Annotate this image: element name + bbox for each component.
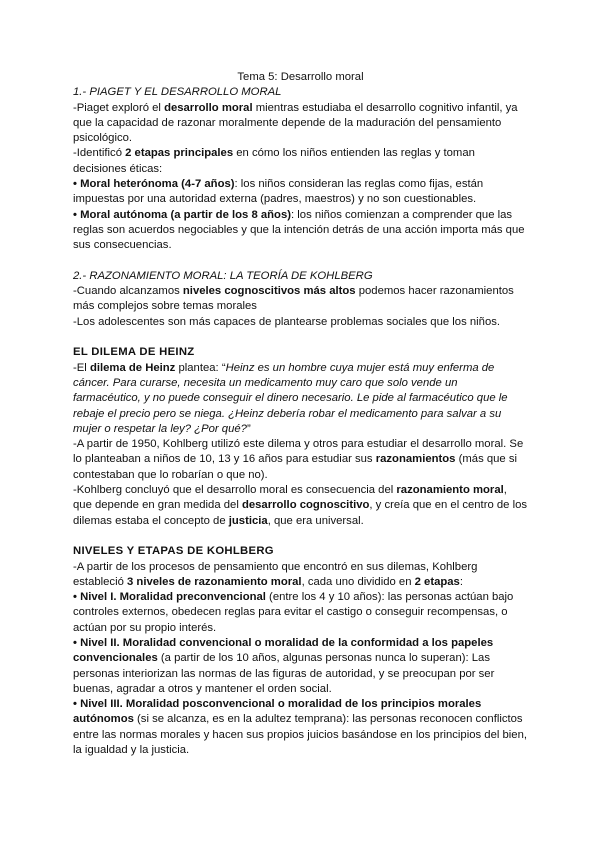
text-run: -Identificó bbox=[73, 147, 126, 160]
text-run: -Cuando alcanzamos bbox=[73, 285, 183, 298]
document-title: Tema 5: Desarrollo moral bbox=[237, 71, 364, 83]
text-run: podemos hacer razonamientos más complejos sobre temas morales bbox=[73, 285, 514, 313]
bold-term: desarrollo moral bbox=[164, 101, 253, 114]
bold-term: 2 etapas bbox=[414, 575, 460, 588]
bold-term: Nivel III. Moralidad posconvencional o moralidad de los principios morales autónomos bbox=[73, 698, 482, 726]
text-run: (si se alcanza, es en la adultez temprana): las personas reconocen conflictos entre las normas morales y hacen sus propios juicios basándose en los principios del bien, la igualdad y la justicia. bbox=[73, 713, 528, 757]
spacer bbox=[73, 529, 528, 544]
text-run: : los niños comienzan a comprender que las reglas son acuerdos negociables y que la intención detrás de una acción importa más que sus consecuencias. bbox=[73, 208, 525, 252]
bullet-glyph: • bbox=[73, 208, 81, 221]
spacer bbox=[73, 254, 528, 269]
text-run: , que depende en gran medida del bbox=[73, 484, 507, 512]
text-run: -Piaget exploró el bbox=[73, 101, 165, 114]
paragraph-kohlberg-1950 bbox=[73, 437, 528, 483]
bold-term: razonamiento moral bbox=[396, 484, 504, 497]
bullet-glyph: • bbox=[73, 178, 81, 191]
text-run: -A partir de 1950, Kohlberg utilizó este dilema y otros para estudiar el desarrollo moral. Se lo planteaban a niños de 10, 13 y 16 años para estudiar sus bbox=[73, 438, 524, 466]
bold-term: dilema de Heinz bbox=[89, 361, 176, 374]
section-heading-kohlberg: 2.- RAZONAMIENTO MORAL: LA TEORÍA DE KOHLBERG bbox=[73, 269, 373, 282]
text-run: , y creía que en el centro de los dilemas estaba el concepto de bbox=[73, 499, 528, 527]
bold-term: 2 etapas principales bbox=[125, 147, 234, 160]
bullet-nivel-3 bbox=[73, 697, 528, 758]
paragraph-kohlberg-conclusion bbox=[73, 483, 528, 529]
text-run: -Kohlberg concluyó que el desarrollo moral es consecuencia del bbox=[73, 484, 397, 497]
italic-quote: Heinz es un hombre cuya mujer está muy enferma de cáncer. Para curarse, necesita un medicamento muy caro que solo vende un farmacéutico, y no puede conseguir el dinero necesario. Le pide al farmacéutico que le rebaje el precio pero se niega. ¿Heinz debería robar el medicamento para salvar a su mujer o respetar la ley? ¿Por qué? bbox=[73, 361, 508, 435]
text-run: : bbox=[459, 575, 463, 588]
bullet-nivel-1 bbox=[73, 590, 528, 636]
text-run: mientras estudiaba el desarrollo cognitivo infantil, ya que la capacidad de razonar moralmente depende de la maduración del pensamiento psicológico. bbox=[73, 101, 518, 145]
bold-term: Nivel II. Moralidad convencional o moralidad de la conformidad a los papeles convencionales bbox=[73, 636, 494, 665]
bullet-glyph: • bbox=[73, 636, 81, 649]
bullet-moral-autonoma bbox=[73, 208, 528, 254]
paragraph-heinz-dilemma bbox=[73, 361, 528, 437]
paragraph-niveles-intro bbox=[73, 560, 528, 591]
bold-term: razonamientos bbox=[375, 453, 456, 466]
text-run: (entre los 4 y 10 años): las personas actúan bajo controles externos, obedecen reglas para evitar el castigo o conseguir recompensas, o actúan por su propio interés. bbox=[73, 591, 514, 634]
text-run: ” bbox=[246, 422, 251, 435]
paragraph-piaget-stages bbox=[73, 146, 528, 177]
bold-term: justicia bbox=[228, 514, 268, 527]
section-heading-piaget: 1.- PIAGET Y EL DESARROLLO MORAL bbox=[73, 86, 282, 99]
section-heading-niveles: NIVELES Y ETAPAS DE KOHLBERG bbox=[73, 545, 274, 558]
bold-term: Moral autónoma (a partir de los 8 años) bbox=[80, 208, 292, 221]
bold-term: 3 niveles de razonamiento moral bbox=[127, 575, 302, 588]
bullet-glyph: • bbox=[73, 698, 81, 711]
bullet-glyph: • bbox=[73, 591, 81, 604]
paragraph-piaget-intro bbox=[73, 101, 528, 147]
bullet-moral-heteronoma bbox=[73, 177, 528, 208]
text-run: plantea: “ bbox=[175, 361, 226, 374]
text-run: (más que si contestaban que lo robarían o que no). bbox=[73, 453, 517, 481]
text-run: , que era universal. bbox=[267, 514, 364, 527]
bold-term: desarrollo cognoscitivo bbox=[241, 499, 370, 512]
text-run: , cada uno dividido en bbox=[301, 575, 415, 588]
text-run: (a partir de los 10 años, algunas personas nunca lo superan): Las personas interiorizan las normas de las figuras de autoridad, y se preocupan por ser buenas, agradar a otros y mantener el orden social. bbox=[73, 652, 495, 695]
section-heading-heinz: EL DILEMA DE HEINZ bbox=[73, 346, 195, 359]
bullet-nivel-2 bbox=[73, 636, 528, 697]
text-run: -A partir de los procesos de pensamiento que encontró en sus dilemas, Kohlberg estableció bbox=[73, 560, 478, 588]
text-run: : los niños consideran las reglas como fijas, están impuestas por una autoridad externa (padres, maestros) y no son cuestionables. bbox=[73, 178, 484, 206]
paragraph-adolescents: -Los adolescentes son más capaces de plantearse problemas sociales que los niños. bbox=[73, 315, 501, 328]
text-run: en cómo los niños entienden las reglas y toman decisiones éticas: bbox=[73, 147, 475, 175]
paragraph-cognitive-levels bbox=[73, 284, 528, 315]
bold-term: niveles cognoscitivos más altos bbox=[182, 285, 356, 298]
spacer bbox=[73, 330, 528, 345]
text-run: -El bbox=[73, 361, 90, 374]
bold-term: Nivel I. Moralidad preconvencional bbox=[80, 591, 266, 604]
bold-term: Moral heterónoma (4-7 años) bbox=[80, 178, 235, 191]
